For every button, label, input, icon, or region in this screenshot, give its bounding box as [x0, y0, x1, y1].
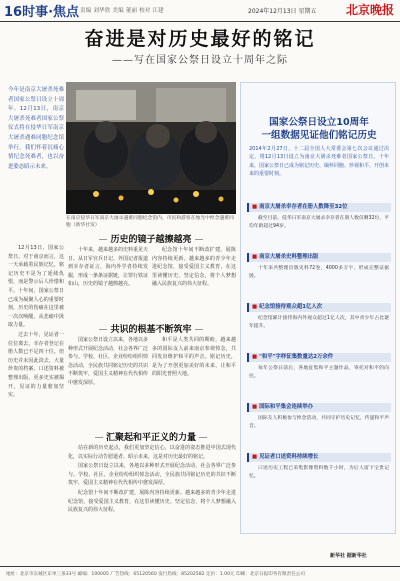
infobox-item-text: 每年公祭日前后，各地征集和平主题作品，寄托对和平的向往。 — [249, 366, 389, 379]
paragraph: 纪念馆十年间不断改扩建，展陈内容持续更新。越来越多的青少年走进纪念馆，接受爱国主义教育，在这里读懂历史、坚定信念，将个人梦想融入民族复兴的伟大征程。 — [152, 247, 236, 288]
masthead — [0, 0, 400, 22]
page-section-label: 16时事·焦点 — [4, 5, 80, 20]
paragraph: 纪念馆十年间不断改扩建，展陈内容持续更新。越来越多的青少年走进纪念馆，接受爱国主义教育，在这里读懂历史、坚定信念，将个人梦想融入民族复兴的伟大征程。 — [68, 489, 236, 514]
data-infobox — [240, 82, 396, 534]
square-bullet-icon: ■ — [252, 454, 258, 460]
infobox-item-text: 国际友人积极参与悼念活动，共同守护历史记忆，传递和平声音。 — [249, 416, 389, 429]
infobox-item-title: ■ 国际和平集会连续举办 — [247, 403, 391, 412]
square-bullet-icon: ■ — [252, 204, 258, 210]
subheadline: ——写在国家公祭日设立十周年之际 — [112, 55, 288, 66]
infobox-item-title: ■ 纪念馆接待观众超1亿人次 — [247, 303, 391, 312]
article-column-2 — [68, 246, 148, 312]
article-column-4 — [68, 336, 148, 426]
page-footer: 地址：北京市东城区东单三条33号 邮编：100005 广告热线：65120560 发行热线：85202582 定价：1.00元 印刷：北京日报印务有限责任公司 — [0, 566, 400, 581]
main-headline: 奋进是对历史最好的铭记 — [84, 28, 316, 50]
infobox-item-text: 十年来共整理出版史料72卷，4000多万字，形成完整证据链。 — [249, 266, 389, 279]
memorial-photo — [66, 82, 236, 214]
paragraph: 国家公祭日设立以来，各地以多种形式开展纪念活动，社会各界广泛参与。学校、社区、企业纷纷组织悼念活动，全民族共同铭记历史的共识不断筑牢，爱国主义精神在代代相传中愈发深厚。 — [68, 463, 236, 487]
square-bullet-icon: ■ — [252, 254, 258, 260]
square-bullet-icon: ■ — [252, 304, 258, 310]
infobox-item-title: ■ 南京大屠杀史料整理出版 — [247, 253, 391, 262]
article-column-5 — [152, 336, 236, 426]
paragraph: 国家公祭日设立以来，各地以多种形式开展纪念活动，社会各界广泛参与。学校、社区、企业纷纷组织悼念活动，全民族共同铭记历史的共识不断筑牢，爱国主义精神在代代相传中愈发深厚。 — [68, 337, 148, 386]
infobox-item-title: ■ 南京大屠杀幸存者在册人数降至32位 — [247, 203, 391, 212]
infobox-item-text: 纪念馆累计接待海内外观众超过1亿人次，其中青少年占比逐年提升。 — [249, 316, 389, 329]
issue-date: 2024年12月13日 星期五 — [248, 8, 317, 15]
section-title-2: 共识的根基不断筑牢 — [66, 322, 236, 335]
paragraph: 过去十年，见证者一位位离去，幸存者登记在册人数已不足四十位。但历史并未因此淡去，大量珍贵的档案、口述资料被整理出版，更多史实被揭开，见证的力量愈加坚实。 — [8, 331, 64, 399]
newspaper-logo: 北京晚报 — [345, 3, 394, 17]
section-title-1: 历史的镜子越擦越亮 — [66, 232, 236, 245]
paragraph: 和平是人类共同的期盼。越来越多的国际友人前来南京参观悼念，共同发出维护和平的声音。铭记历史，是为了开创更加美好的未来，让和平的阳光普照大地。 — [152, 337, 236, 378]
infobox-item-title: ■ 见证者口述资料持续增长 — [247, 453, 391, 462]
paragraph: 12月13日，国家公祭日。对于南京而言，这一天承载着民族记忆，铭记历史不是为了延续仇恨，而是警示后人珍惜和平。十年间，国家公祭日已成为凝聚人心的重要时刻，历史的伤痛在这里被一次次唤醒，从悲痛中汲取力量。 — [8, 245, 64, 329]
article-column-3 — [152, 246, 236, 312]
article-column-6 — [68, 444, 236, 560]
infobox-item-text: 口述历史工程已采集影像资料数千小时，为后人留下宝贵记忆。 — [249, 466, 389, 479]
infobox-intro: 2014年2月27日，十二届全国人大常委会第七次会议通过决定，将12月13日设立为南京大屠杀死难者国家公祭日。十年来，国家公祭日已成为铭记历史、缅怀同胞、珍视和平、开创未来的重要时刻。 — [249, 146, 390, 178]
square-bullet-icon: ■ — [252, 354, 258, 360]
byline: 新华社 据新华社 — [330, 553, 367, 559]
infobox-title: 国家公祭日设立10周年 一组数据见证他们铭记历史 — [261, 117, 377, 141]
editor-credits: 责编 刘华欣 美编 董丽 校对 江建 — [80, 8, 164, 14]
paragraph: 十年来，越来越多的史料重见天日。从日军官兵日记、外国记者报道到幸存者证言，海内外学者持续发掘，形成一条条证据链，让罪行铁证如山，历史的镜子越擦越亮。 — [68, 247, 148, 288]
infobox-item-title: ■ "和平"字样征集数量达2万余件 — [247, 353, 391, 362]
section-title-3: 汇聚起和平正义的力量 — [66, 430, 236, 443]
lead-paragraph: 今年是南京大屠杀死难者国家公祭日设立十周年。12月13日，南京大屠杀死难者国家公祭仪式将在侵华日军南京大屠杀遇难同胞纪念馆举行。我们怀着沉痛心情纪念死难者，也以奋进姿态昭示未来。 — [8, 87, 64, 170]
candle-vigil-image — [66, 82, 236, 214]
infobox-item-text: 截至目前，侵华日军南京大屠杀幸存者在册人数仅剩32位，平均年龄超过94岁。 — [249, 216, 389, 229]
article-column-1 — [8, 244, 64, 560]
square-bullet-icon: ■ — [252, 404, 258, 410]
paragraph: 站在新的历史起点，我们更加坚定信心，以奋进的姿态推进中国式现代化，以实际行动告慰逝者、昭示未来，这是对历史最好的铭记。 — [68, 445, 236, 460]
photo-caption: 在南京侵华日军南京大屠杀遇难同胞纪念馆内，市民和游客在烛光中悼念遇难同胞（新华社发） — [66, 216, 234, 228]
